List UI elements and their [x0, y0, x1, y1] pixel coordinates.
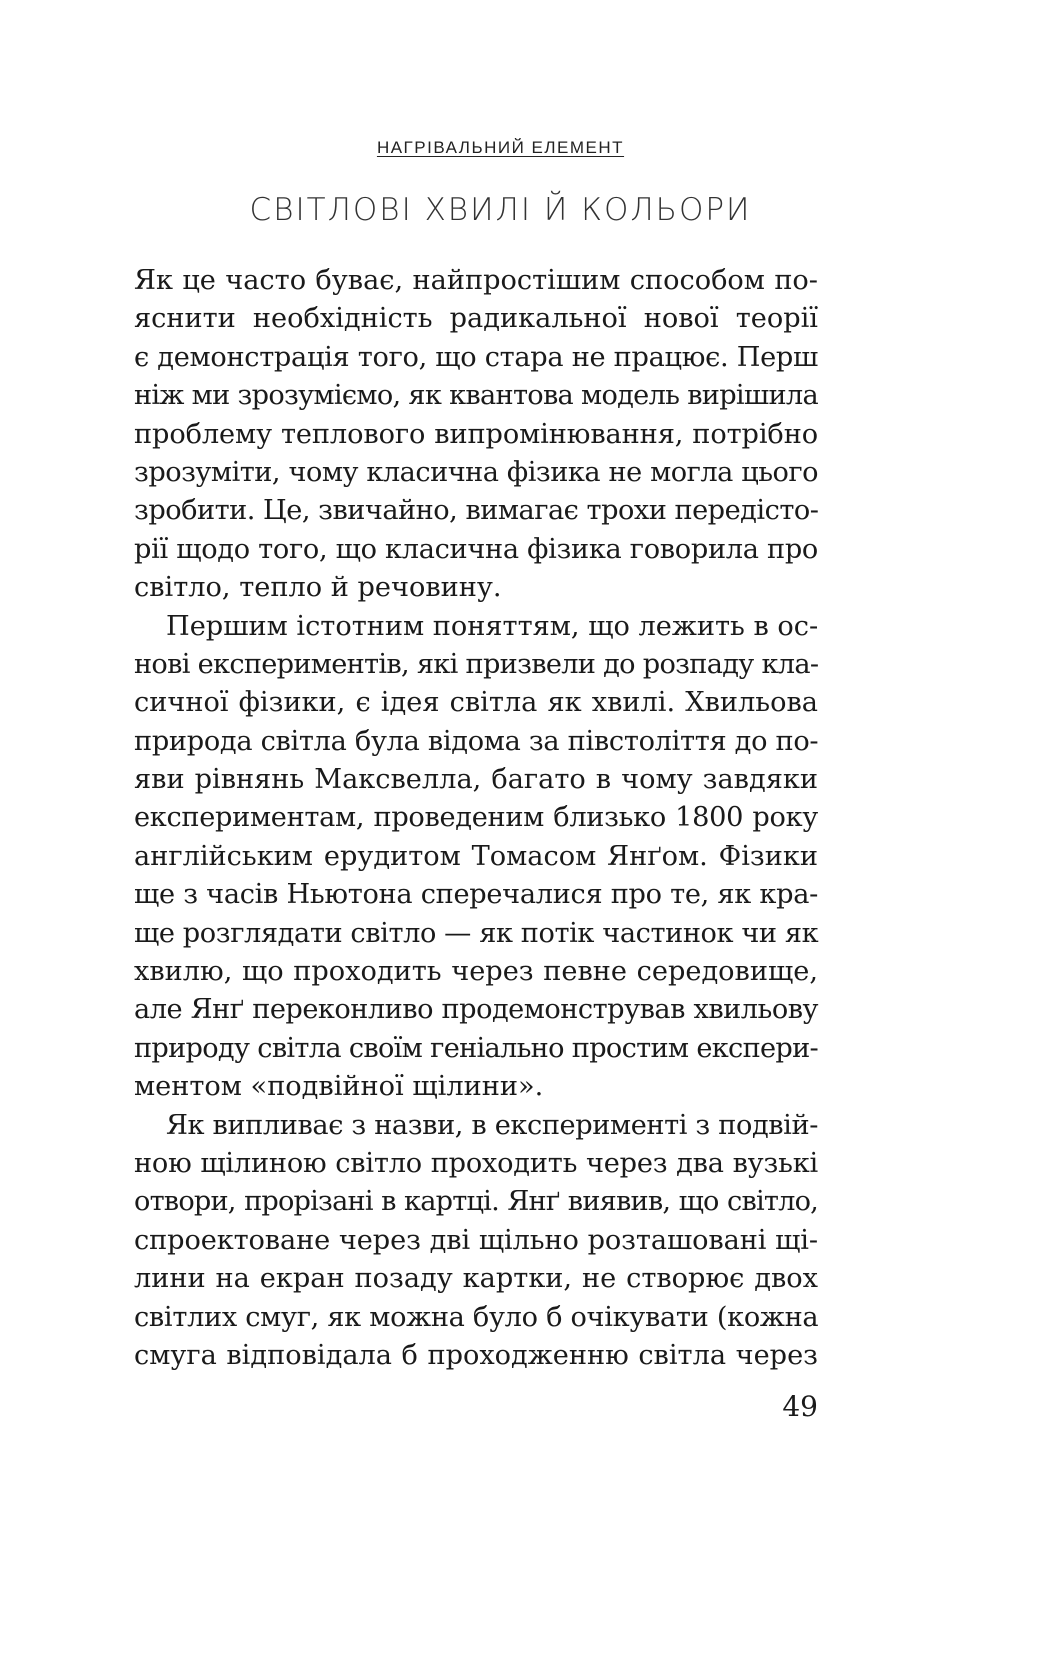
text-line: проблему теплового випромінювання, потрібно — [134, 418, 818, 450]
text-line: яснити необхідність радикальної нової теорії — [134, 303, 818, 335]
text-line: рії щодо того, що класична фізика говорила про — [134, 533, 818, 565]
text-line: ще розглядати світло — як потік частинок чи як — [134, 917, 819, 949]
text-line: Як це часто буває, найпростішим способом по- — [134, 265, 818, 296]
text-line: світло, тепло й речовину. — [134, 572, 502, 604]
text-line: є демонстрація того, що стара не працює. Перш — [134, 341, 818, 373]
text-line: зрозуміти, чому класична фізика не могла цього — [134, 456, 818, 488]
text-line: хвилю, що проходить через певне середовище, — [134, 956, 818, 988]
text-line: Як випливає з назви, в експерименті з подвій- — [166, 1109, 818, 1141]
text-line: смуга відповідала б проходженню світла через — [134, 1339, 818, 1371]
text-line: природу світла своїм геніально простим експери- — [134, 1032, 818, 1064]
text-line: сичної фізики, є ідея світла як хвилі. Хвильова — [134, 687, 818, 719]
text-line: зробити. Це, звичайно, вимагає трохи передісто- — [134, 495, 819, 527]
running-head: НАГРІВАЛЬНИЙ ЕЛЕМЕНТ — [376, 138, 625, 157]
body-text — [134, 262, 818, 1375]
text-line: експериментам, проведеним близько 1800 року — [134, 802, 818, 834]
text-line: природа світла була відома за півстоліття до по- — [134, 725, 819, 757]
text-line: ментом «подвійної щілини». — [134, 1071, 544, 1103]
page-number: 49 — [782, 1390, 818, 1423]
chapter-title: СВІТЛОВІ ХВИЛІ Й КОЛЬОРИ — [249, 192, 752, 228]
text-line: ніж ми зрозуміємо, як квантова модель вирішила — [134, 380, 818, 412]
text-line: світлих смуг, як можна було б очікувати (кожна — [134, 1301, 819, 1333]
text-line: отвори, прорізані в картці. Янґ виявив, що світло, — [134, 1186, 818, 1218]
text-line: спроектоване через дві щільно розташовані щі- — [134, 1224, 818, 1256]
text-line: лини на екран позаду картки, не створює двох — [134, 1263, 818, 1295]
text-line: англійським ерудитом Томасом Янґом. Фізики — [134, 840, 818, 872]
text-line: але Янґ переконливо продемонстрував хвильову — [134, 994, 818, 1026]
text-line: ще з часів Ньютона сперечалися про те, як кра- — [134, 879, 818, 911]
text-line: нові експериментів, які призвели до розпаду кла- — [134, 648, 819, 680]
text-line: яви рівнянь Максвелла, багато в чому завдяки — [134, 764, 818, 796]
text-line: ною щілиною світло проходить через два вузькі — [134, 1147, 818, 1179]
text-line: Першим істотним поняттям, що лежить в ос- — [166, 610, 819, 642]
